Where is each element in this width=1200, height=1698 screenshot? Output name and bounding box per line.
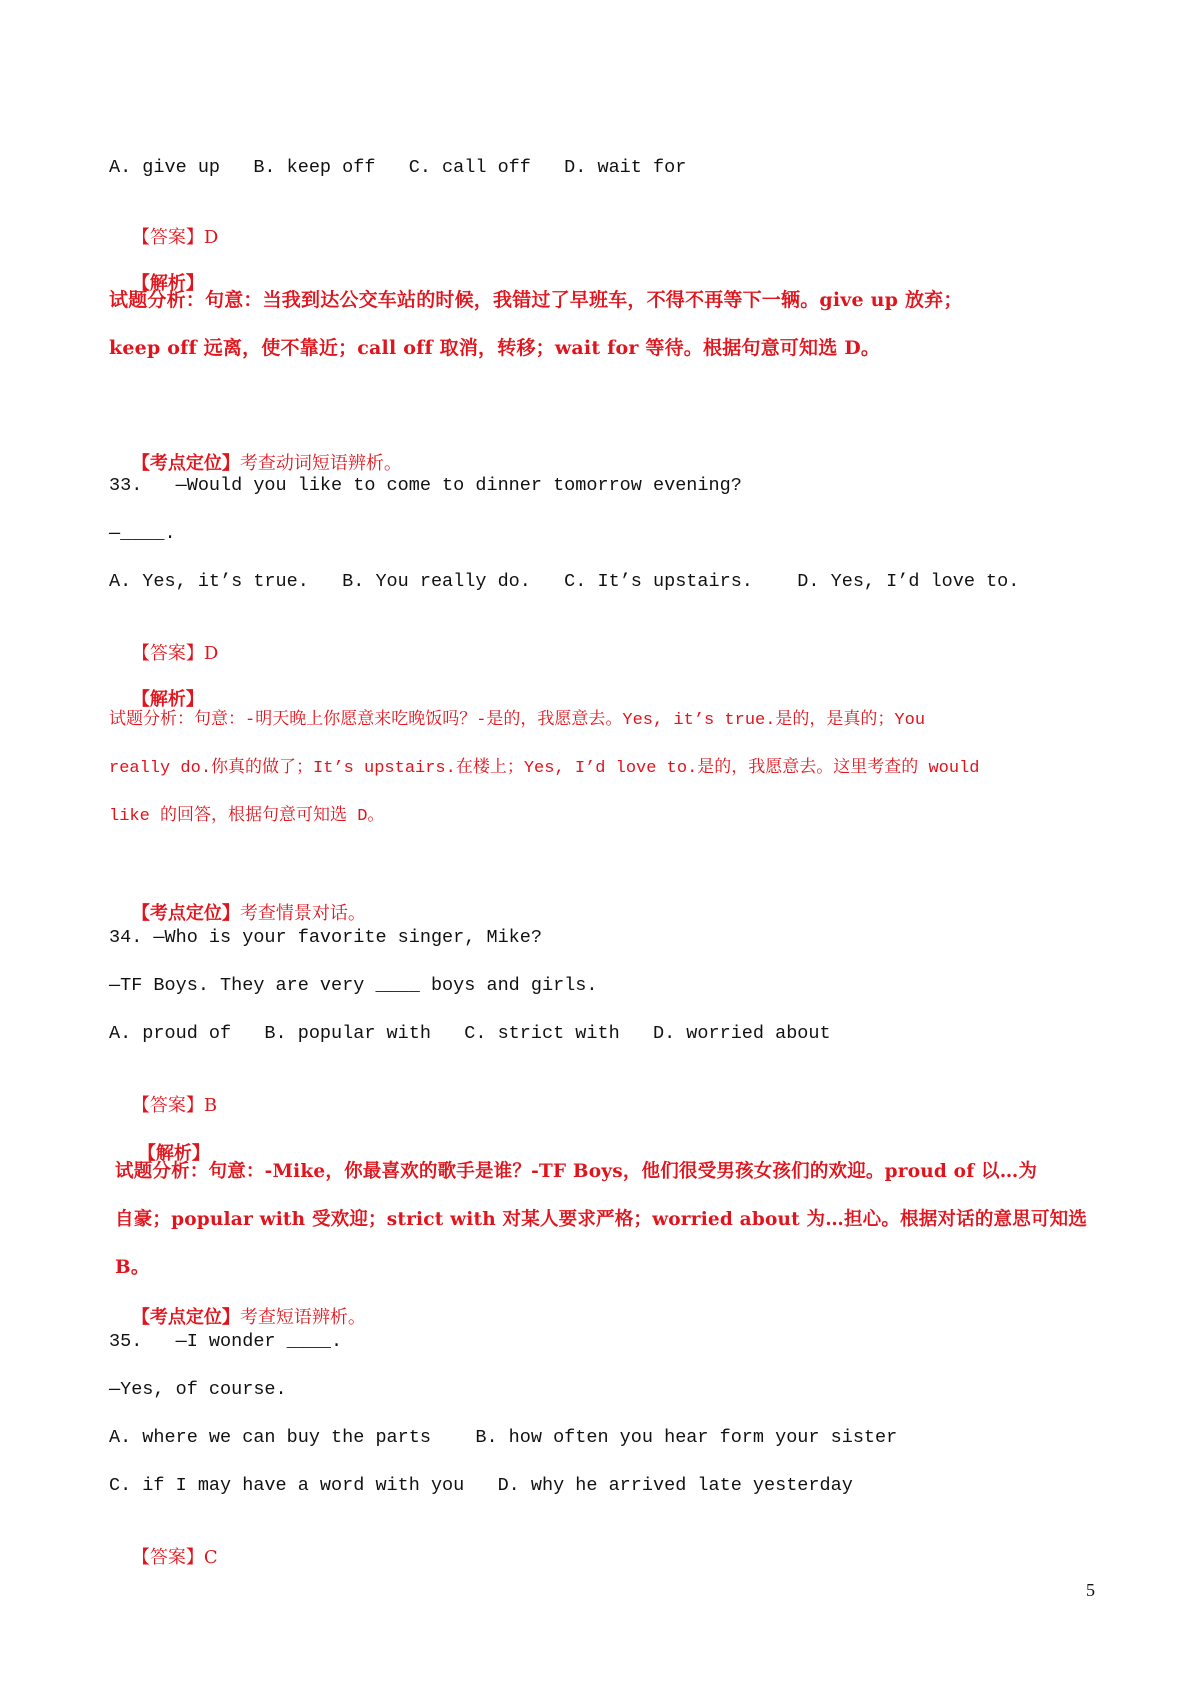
q35-answer-value: C (203, 1547, 218, 1568)
q33-analysis-label: 【解析】 (131, 689, 204, 710)
q35-answer-tag: 【答案】 (131, 1547, 204, 1568)
q33-reply: —____. (109, 523, 176, 544)
q33-answer-value: D (203, 643, 219, 664)
q32-analysis-label: 【解析】 (131, 273, 204, 294)
q33-point-tag: 【考点定位】 (131, 903, 240, 924)
q35-stem: 35. —I wonder ____. (109, 1331, 343, 1352)
q34-analysis-line-2: 自豪；popular with 受欢迎；strict with 对某人要求严格；worried about 为…担心。根据对话的意思可知选 B。 (115, 1209, 1088, 1278)
q33-analysis-line-3: like 的回答，根据句意可知选 D。 (109, 807, 385, 826)
q33-analysis-line-1: 试题分析：句意：-明天晚上你愿意来吃晚饭吗？-是的，我愿意去。Yes, it’s true.是的，是真的；You (109, 711, 926, 730)
q32-analysis-line-2: keep off 远离，使不靠近；call off 取消，转移；wait for 等待。根据句意可知选 D。 (109, 337, 881, 359)
q34-stem: 34. —Who is your favorite singer, Mike? (109, 927, 542, 948)
page-number: 5 (1086, 1580, 1095, 1600)
q32-answer-tag: 【答案】 (131, 227, 204, 248)
q32-analysis-body (109, 276, 1109, 372)
q34-analysis-label: 【解析】 (137, 1143, 210, 1164)
q34-point-tag: 【考点定位】 (131, 1307, 240, 1328)
q35-options-cd: C. if I may have a word with you D. why he arrived late yesterday (109, 1475, 853, 1496)
q32-analysis-line-1: 试题分析：句意：当我到达公交车站的时候，我错过了早班车，不得不再等下一辆。give up 放弃； (109, 289, 963, 311)
q33-point-text: 考查情景对话。 (239, 903, 366, 924)
q34-options: A. proud of B. popular with C. strict with D. worried about (109, 1023, 831, 1044)
q35-options-ab: A. where we can buy the parts B. how often you hear form your sister (109, 1427, 898, 1448)
q35-reply: —Yes, of course. (109, 1379, 287, 1400)
q33-answer-tag: 【答案】 (131, 643, 204, 664)
q34-answer-value: B (203, 1095, 218, 1116)
q33-analysis-line-2: really do.你真的做了；It’s upstairs.在楼上；Yes, I’d love to.是的，我愿意去。这里考查的 would (109, 759, 980, 778)
q33-analysis-body (109, 697, 1109, 841)
q32-point-tag: 【考点定位】 (131, 453, 240, 474)
q34-analysis-line-1: 试题分析：句意：-Mike，你最喜欢的歌手是谁？-TF Boys，他们很受男孩女孩们的欢迎。proud of 以…为 (115, 1161, 1038, 1182)
q33-options: A. Yes, it’s true. B. You really do. C. It’s upstairs. D. Yes, I’d love to. (109, 571, 1020, 592)
q35-answer (109, 1522, 218, 1594)
q34-point-text: 考查短语辨析。 (239, 1307, 366, 1328)
q32-point-text: 考查动词短语辨析。 (239, 453, 402, 474)
q33-stem: 33. —Would you like to come to dinner tomorrow evening? (109, 475, 742, 496)
q34-analysis-body (115, 1148, 1115, 1292)
q34-answer-tag: 【答案】 (131, 1095, 204, 1116)
q32-answer-value: D (203, 227, 219, 248)
q34-reply: —TF Boys. They are very ____ boys and girls. (109, 975, 598, 996)
q32-options: A. give up B. keep off C. call off D. wait for (109, 157, 687, 178)
